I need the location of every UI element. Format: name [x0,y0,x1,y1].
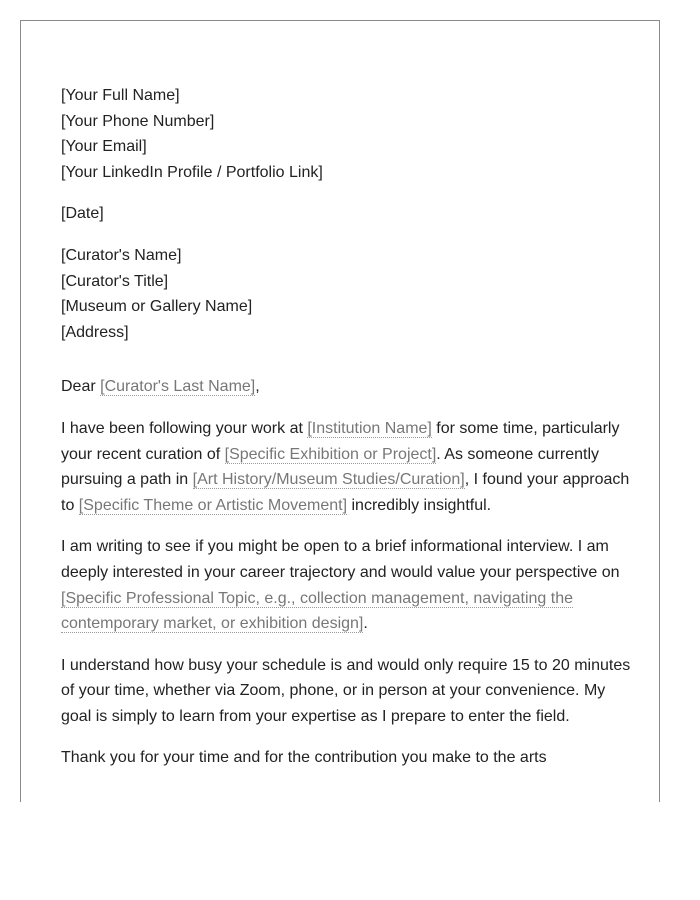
paragraph-thanks [61,745,633,771]
paragraph-text: I am writing to see if you might be open to a brief informational interview. I am deeply interested in your career trajectory and would value your perspective on [61,538,620,581]
recipient-title: [Curator's Title] [61,272,169,290]
paragraph-text: I have been following your work at [61,419,308,437]
letter-content [61,83,633,787]
date-block [61,201,633,227]
paragraph-text: incredibly insightful. [347,496,492,514]
paragraph-text: I understand how busy your schedule is and would only require 15 to 20 minutes of your time, whether via Zoom, phone, or in person at your convenience. My goal is simply to learn from your expertise as I prepare to enter the field. [61,656,631,725]
placeholder-field-of-study: [Art History/Museum Studies/Curation] [192,471,465,489]
paragraph-intro [61,416,633,518]
placeholder-theme-movement: [Specific Theme or Artistic Movement] [78,496,348,514]
paragraph-text: . [363,615,368,633]
paragraph-text: Thank you for your time and for the contribution you make to the arts [61,749,547,767]
sender-block [61,83,633,185]
placeholder-institution-name: [Institution Name] [307,419,432,437]
salutation-prefix: Dear [61,378,101,396]
placeholder-specific-exhibition: [Specific Exhibition or Project] [224,445,437,463]
placeholder-professional-topic: [Specific Professional Topic, e.g., collection management, navigating the contemporary market, or exhibition design] [61,589,573,633]
paragraph-text: for some time, particularly your recent curation of [61,419,620,463]
recipient-institution: [Museum or Gallery Name] [61,298,253,316]
paragraph-request [61,534,633,636]
sender-phone: [Your Phone Number] [61,112,215,130]
salutation [61,374,633,400]
sender-email: [Your Email] [61,138,147,156]
paragraph-text: . As someone currently pursuing a path in [61,445,600,489]
sender-name: [Your Full Name] [61,87,180,104]
placeholder-curator-last-name: [Curator's Last Name] [100,378,256,396]
letter-date: [Date] [61,205,104,223]
salutation-suffix: , [255,378,260,396]
letter-page [20,20,660,802]
paragraph-schedule [61,653,633,730]
sender-link: [Your LinkedIn Profile / Portfolio Link] [61,163,323,181]
paragraph-text: , I found your approach to [61,471,630,514]
recipient-block [61,243,633,345]
recipient-address: [Address] [61,323,129,341]
recipient-name: [Curator's Name] [61,246,182,264]
